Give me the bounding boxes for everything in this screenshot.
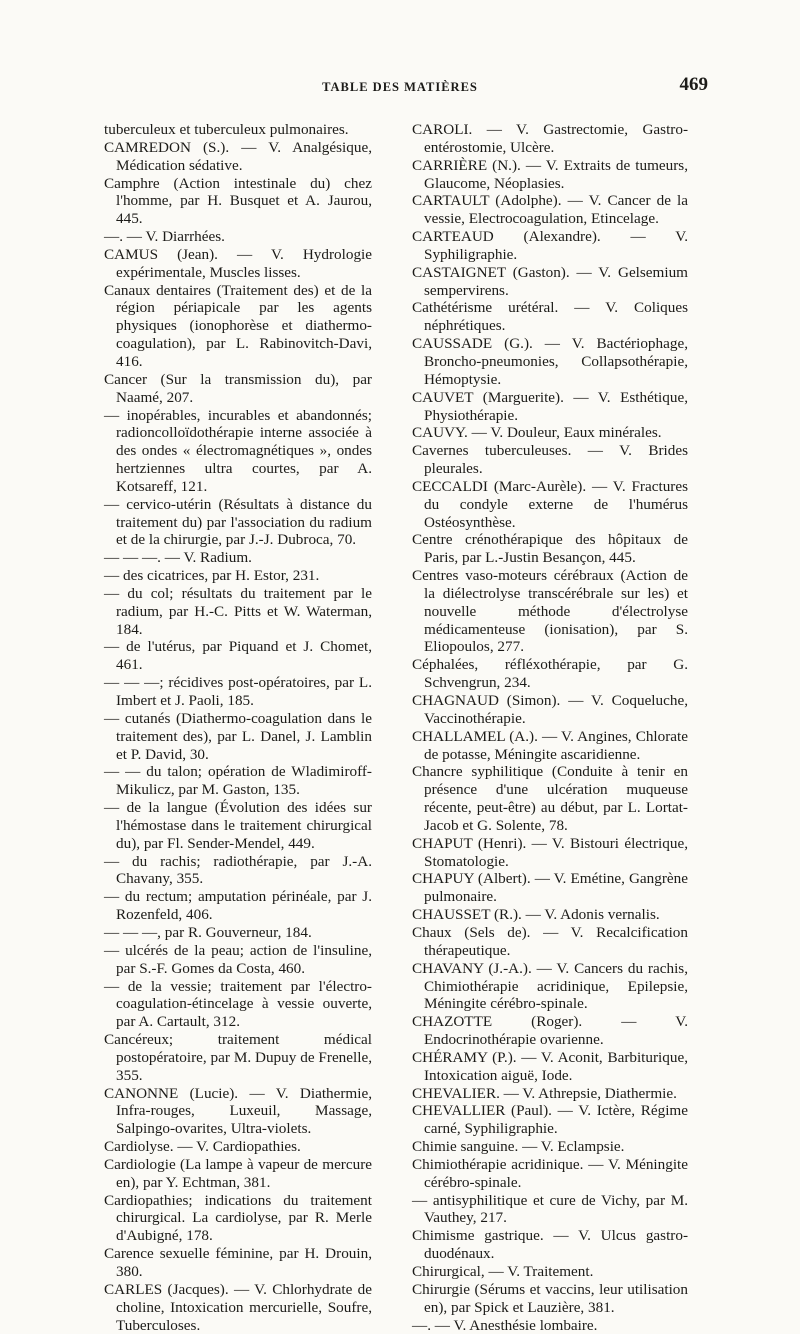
index-entry: — cutanés (Diathermo-coagulation dans le traitement des), par L. Danel, J. Lamblin et P. David, 30. [104,709,372,763]
index-entry: CECCALDI (Marc-Aurèle). — V. Fractures du condyle externe de l'humérus Ostéosynthèse. [412,477,688,531]
index-entry: —. — V. Anesthésie lombaire. [412,1316,598,1334]
index-entry: — — —. — V. Radium. [104,549,252,567]
page-number: 469 [679,74,708,95]
running-title: TABLE DES MATIÈRES [322,80,478,94]
index-entry: — cervico-utérin (Résultats à distance du traitement du) par l'association du radium et de la chirurgie, par J.-J. Dubroca, 70. [104,495,372,549]
index-entry: Cancer (Sur la transmission du), par Naamé, 207. [104,370,372,406]
index-entry: Chancre syphilitique (Conduite à tenir en présence d'une ulcération muqueuse récente, peut-être) au début, par L. Lortat-Jacob et G. Solente, 78. [412,763,688,834]
index-entry: CHEVALIER. — V. Athrepsie, Diathermie. [412,1084,677,1102]
index-entry: Carence sexuelle féminine, par H. Drouin, 380. [104,1245,372,1280]
index-entry: — des cicatrices, par H. Estor, 231. [104,567,320,585]
index-entry: CAUSSADE (G.). — V. Bactériophage, Broncho-pneumonies, Collapsothérapie, Hémoptysie. [412,335,688,388]
index-entry: CHAZOTTE (Roger). — V. Endocrinothérapie ovarienne. [412,1013,688,1049]
index-entry: Cardiologie (La lampe à vapeur de mercure en), par Y. Echtman, 381. [104,1155,372,1191]
right-column [412,121,688,1334]
page-header [92,74,708,108]
index-entry: CAMUS (Jean). — V. Hydrologie expérimentale, Muscles lisses. [104,245,372,281]
index-entry: — inopérables, incurables et abandonnés; radioncolloïdothérapie interne associée à des ondes « électromagnétiques », ondes hertziennes ultra courtes, par A. Kotsareff, 121. [104,406,372,495]
index-entry: Cardiopathies; indications du traitement chirurgical. La cardiolyse, par R. Merle d'Aubigné, 178. [104,1191,372,1245]
index-entry: CARTAULT (Adolphe). — V. Cancer de la vessie, Electrocoagulation, Etincelage. [412,192,688,228]
index-entry: CAUVET (Marguerite). — V. Esthétique, Physiothérapie. [412,388,688,424]
index-entry: Centres vaso-moteurs cérébraux (Action de la diélectrolyse transcérébrale sur les) et nouvelle méthode d'électrolyse médicamenteuse (ionisation), par S. Eliopoulos, 277. [412,567,688,656]
index-entry: — — —, par R. Gouverneur, 184. [104,923,312,941]
index-entry: — ulcérés de la peau; action de l'insuline, par S.-F. Gomes da Costa, 460. [104,941,372,977]
index-entry: CARLES (Jacques). — V. Chlorhydrate de choline, Intoxication mercurielle, Soufre, Tuberculoses. [104,1280,372,1334]
index-entry: — de l'utérus, par Piquand et J. Chomet, 461. [104,638,372,674]
index-entry: CARTEAUD (Alexandre). — V. Syphiligraphie. [412,228,688,263]
index-entry: CHAPUT (Henri). — V. Bistouri électrique, Stomatologie. [412,834,688,870]
index-entry: Chimisme gastrique. — V. Ulcus gastro-duodénaux. [412,1227,688,1263]
index-entry: CAROLI. — V. Gastrectomie, Gastro-entérostomie, Ulcère. [412,121,688,156]
index-entry: Cardiolyse. — V. Cardiopathies. [104,1138,301,1156]
index-entry: CHAUSSET (R.). — V. Adonis vernalis. [412,906,660,924]
index-entry: — antisyphilitique et cure de Vichy, par M. Vauthey, 217. [412,1191,688,1227]
index-entry: — du rectum; amputation périnéale, par J. Rozenfeld, 406. [104,888,372,924]
index-entry: Chirurgie (Sérums et vaccins, leur utilisation en), par Spick et Lauzière, 381. [412,1280,688,1316]
index-entry: CAMREDON (S.). — V. Analgésique, Médication sédative. [104,138,372,174]
index-entry: Chimie sanguine. — V. Eclampsie. [412,1138,625,1156]
index-entry: —. — V. Diarrhées. [104,228,225,246]
index-entry: — de la vessie; traitement par l'électro-coagulation-étincelage à vessie ouverte, par A. Cartault, 312. [104,977,372,1031]
index-entry: Chirurgical, — V. Traitement. [412,1263,594,1280]
index-entry: CHEVALLIER (Paul). — V. Ictère, Régime carné, Syphiligraphie. [412,1102,688,1138]
index-entry: CHAGNAUD (Simon). — V. Coqueluche, Vaccinothérapie. [412,692,688,727]
index-entry: Cavernes tuberculeuses. — V. Brides pleurales. [412,442,688,478]
index-entry: — du col; résultats du traitement par le radium, par H.-C. Pitts et W. Waterman, 184. [104,584,372,638]
index-entry: — de la langue (Évolution des idées sur l'hémostase dans le traitement chirurgical du), par Fl. Sender-Mendel, 449. [104,799,372,852]
index-entry: Camphre (Action intestinale du) chez l'homme, par H. Busquet et A. Jaurou, 445. [104,174,372,228]
index-entry: CASTAIGNET (Gaston). — V. Gelsemium sempervirens. [412,263,688,299]
left-column [104,121,372,1334]
index-entry: Cathétérisme urétéral. — V. Coliques néphrétiques. [412,299,688,335]
index-entry: CAUVY. — V. Douleur, Eaux minérales. [412,424,662,442]
index-entry: Cancéreux; traitement médical postopératoire, par M. Dupuy de Frenelle, 355. [104,1031,372,1084]
index-entry: — — du talon; opération de Wladimiroff-Mikulicz, par M. Gaston, 135. [104,763,372,799]
index-entry: CHALLAMEL (A.). — V. Angines, Chlorate de potasse, Méningite ascaridienne. [412,727,688,763]
index-entry: Canaux dentaires (Traitement des) et de la région périapicale par les agents physiques (ionophorèse et diathermo-coagulation), par L. Rabinovitch-Davi, 416. [104,281,372,370]
index-entry: CARRIÈRE (N.). — V. Extraits de tumeurs, Glaucome, Néoplasies. [412,156,688,192]
index-entry: Céphalées, réfléxothérapie, par G. Schvengrun, 234. [412,656,688,692]
index-entry: CHAVANY (J.-A.). — V. Cancers du rachis, Chimiothérapie acridinique, Epilepsie, Méningite cérébro-spinale. [412,959,688,1013]
index-entry: — — —; récidives post-opératoires, par L. Imbert et J. Paoli, 185. [104,674,372,709]
index-entry: — du rachis; radiothérapie, par J.-A. Chavany, 355. [104,852,372,888]
index-entry: tuberculeux et tuberculeux pulmonaires. [104,121,349,138]
index-entry: Chaux (Sels de). — V. Recalcification thérapeutique. [412,923,688,959]
index-entry: Centre crénothérapique des hôpitaux de Paris, par L.-Justin Besançon, 445. [412,531,688,567]
index-entry: CHÉRAMY (P.). — V. Aconit, Barbiturique, Intoxication aiguë, Iode. [412,1048,688,1084]
index-entry: CHAPUY (Albert). — V. Emétine, Gangrène pulmonaire. [412,870,688,906]
index-entry: Chimiothérapie acridinique. — V. Méningite cérébro-spinale. [412,1155,688,1191]
index-entry: CANONNE (Lucie). — V. Diathermie, Infra-rouges, Luxeuil, Massage, Salpingo-ovarites, Ultra-violets. [104,1084,372,1138]
